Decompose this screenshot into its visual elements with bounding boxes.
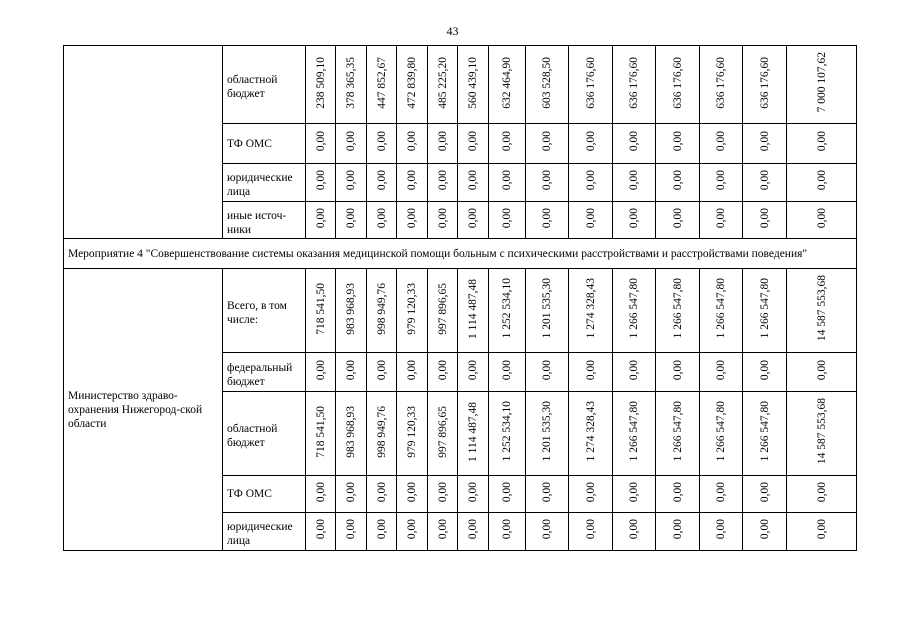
value-text: 0,00	[715, 207, 727, 229]
value-cell	[489, 513, 526, 551]
value-text: 0,00	[758, 170, 771, 191]
value-cell	[613, 124, 656, 164]
value-cell	[367, 164, 397, 202]
value-cell	[367, 353, 397, 392]
value-text: 0,00	[314, 359, 327, 381]
value-text: 718 541,50	[314, 282, 327, 335]
value-cell	[569, 513, 613, 551]
value-text: 1 274 328,43	[584, 278, 597, 339]
value-cell	[336, 513, 367, 551]
value-text: 0,00	[467, 481, 479, 503]
value-text: 0,00	[406, 359, 418, 381]
value-cell	[526, 476, 569, 513]
value-cell	[787, 353, 857, 392]
value-text: 0,00	[758, 481, 771, 503]
value-cell	[489, 46, 526, 124]
value-text: 0,00	[501, 131, 513, 152]
value-cell	[613, 164, 656, 202]
value-cell	[397, 513, 428, 551]
value-cell	[458, 46, 489, 124]
value-cell	[489, 392, 526, 476]
value-text: 0,00	[501, 359, 513, 381]
value-cell	[569, 124, 613, 164]
value-cell	[743, 202, 787, 239]
source-label: ТФ ОМС	[223, 476, 306, 513]
responsible-cell-empty	[64, 46, 223, 239]
value-text: 0,00	[375, 207, 388, 229]
value-cell	[569, 476, 613, 513]
value-cell	[526, 392, 569, 476]
value-text: 378 365,35	[345, 56, 357, 109]
value-cell	[613, 202, 656, 239]
value-text: 0,00	[314, 519, 327, 540]
value-cell	[569, 46, 613, 124]
value-text: 0,00	[375, 481, 388, 503]
value-text: 997 896,65	[436, 282, 449, 335]
table-row	[64, 46, 857, 124]
value-text: 983 968,93	[345, 282, 357, 335]
value-cell	[306, 164, 336, 202]
value-cell	[428, 164, 458, 202]
value-cell	[656, 164, 700, 202]
value-text: 603 528,50	[541, 56, 553, 109]
value-text: 0,00	[541, 170, 553, 191]
value-text: 238 509,10	[314, 56, 327, 109]
value-text: 0,00	[628, 131, 640, 152]
value-text: 1 201 535,30	[541, 401, 553, 462]
value-text: 0,00	[406, 131, 418, 152]
value-cell	[428, 124, 458, 164]
source-label: Всего, в том числе:	[223, 269, 306, 353]
value-text: 0,00	[584, 519, 597, 540]
value-cell	[787, 392, 857, 476]
value-cell	[397, 392, 428, 476]
value-text: 0,00	[715, 131, 727, 152]
value-cell	[656, 353, 700, 392]
value-text: 0,00	[345, 359, 357, 381]
value-cell	[367, 513, 397, 551]
value-text: 560 439,10	[467, 56, 479, 109]
value-text: 0,00	[314, 207, 327, 229]
value-text: 0,00	[375, 519, 388, 540]
value-cell	[700, 46, 743, 124]
value-cell	[367, 124, 397, 164]
value-cell	[336, 164, 367, 202]
value-text: 1 266 547,80	[671, 278, 684, 339]
value-text: 1 266 547,80	[671, 401, 684, 462]
value-text: 0,00	[815, 131, 828, 152]
value-text: 1 201 535,30	[541, 278, 553, 339]
value-text: 0,00	[375, 170, 388, 191]
value-text: 0,00	[541, 359, 553, 381]
value-cell	[743, 392, 787, 476]
value-cell	[306, 513, 336, 551]
value-text: 0,00	[314, 481, 327, 503]
value-cell	[656, 269, 700, 353]
value-cell	[428, 353, 458, 392]
value-cell	[458, 202, 489, 239]
value-text: 0,00	[436, 359, 449, 381]
value-cell	[569, 269, 613, 353]
value-cell	[569, 202, 613, 239]
value-text: 998 949,76	[375, 282, 388, 335]
value-cell	[526, 164, 569, 202]
value-text: 0,00	[436, 170, 449, 191]
value-cell	[656, 513, 700, 551]
source-label: федеральный бюджет	[223, 353, 306, 392]
value-text: 0,00	[345, 170, 357, 191]
value-text: 0,00	[345, 481, 357, 503]
value-text: 1 252 534,10	[501, 278, 513, 339]
value-text: 0,00	[715, 519, 727, 540]
value-cell	[613, 476, 656, 513]
value-text: 0,00	[436, 519, 449, 540]
value-cell	[700, 476, 743, 513]
value-text: 0,00	[628, 481, 640, 503]
value-text: 0,00	[628, 207, 640, 229]
value-cell	[743, 124, 787, 164]
value-cell	[306, 46, 336, 124]
value-text: 0,00	[815, 207, 828, 229]
value-text: 0,00	[501, 481, 513, 503]
value-text: 0,00	[758, 359, 771, 381]
value-text: 0,00	[584, 170, 597, 191]
value-cell	[489, 476, 526, 513]
value-text: 636 176,60	[671, 56, 684, 109]
value-cell	[458, 476, 489, 513]
value-text: 0,00	[541, 519, 553, 540]
measure-body	[64, 239, 857, 269]
value-text: 485 225,20	[436, 56, 449, 109]
value-text: 636 176,60	[628, 56, 640, 109]
value-cell	[569, 392, 613, 476]
value-cell	[526, 46, 569, 124]
value-cell	[700, 392, 743, 476]
value-text: 1 114 487,48	[467, 278, 479, 339]
value-cell	[700, 269, 743, 353]
value-cell	[787, 46, 857, 124]
value-text: 0,00	[815, 481, 828, 503]
value-text: 0,00	[501, 170, 513, 191]
value-cell	[613, 392, 656, 476]
value-text: 0,00	[345, 207, 357, 229]
value-cell	[397, 46, 428, 124]
section2-body	[64, 269, 857, 551]
value-text: 0,00	[541, 131, 553, 152]
value-text: 1 274 328,43	[584, 401, 597, 462]
value-text: 472 839,80	[406, 56, 418, 109]
value-cell	[656, 476, 700, 513]
value-cell	[489, 353, 526, 392]
value-cell	[787, 202, 857, 239]
value-text: 0,00	[628, 359, 640, 381]
value-text: 0,00	[671, 481, 684, 503]
value-text: 0,00	[541, 207, 553, 229]
value-text: 1 266 547,80	[715, 401, 727, 462]
value-cell	[458, 164, 489, 202]
value-text: 0,00	[345, 519, 357, 540]
section1-body	[64, 46, 857, 239]
value-text: 0,00	[345, 131, 357, 152]
value-cell	[613, 353, 656, 392]
value-cell	[397, 124, 428, 164]
value-text: 0,00	[671, 207, 684, 229]
value-text: 0,00	[467, 359, 479, 381]
value-cell	[397, 202, 428, 239]
source-label: иные источ-ники	[223, 202, 306, 239]
value-text: 0,00	[436, 481, 449, 503]
value-text: 0,00	[715, 481, 727, 503]
value-cell	[367, 476, 397, 513]
value-text: 0,00	[467, 519, 479, 540]
value-text: 0,00	[584, 207, 597, 229]
value-cell	[700, 124, 743, 164]
value-text: 983 968,93	[345, 405, 357, 458]
value-cell	[336, 269, 367, 353]
value-cell	[428, 392, 458, 476]
value-text: 7 000 107,62	[815, 52, 828, 113]
value-cell	[526, 513, 569, 551]
value-text: 0,00	[436, 131, 449, 152]
value-text: 636 176,60	[758, 56, 771, 109]
value-cell	[336, 392, 367, 476]
value-cell	[569, 164, 613, 202]
value-text: 0,00	[375, 131, 388, 152]
value-cell	[306, 269, 336, 353]
value-text: 0,00	[467, 170, 479, 191]
value-text: 0,00	[501, 519, 513, 540]
value-cell	[700, 513, 743, 551]
value-text: 1 114 487,48	[467, 401, 479, 462]
source-label: областной бюджет	[223, 392, 306, 476]
value-cell	[743, 269, 787, 353]
value-text: 0,00	[467, 131, 479, 152]
value-cell	[367, 46, 397, 124]
value-cell	[787, 269, 857, 353]
value-cell	[489, 202, 526, 239]
value-cell	[787, 124, 857, 164]
value-cell	[336, 353, 367, 392]
value-text: 632 464,90	[501, 56, 513, 109]
value-cell	[743, 353, 787, 392]
value-cell	[458, 124, 489, 164]
value-cell	[428, 46, 458, 124]
value-cell	[458, 269, 489, 353]
value-cell	[336, 476, 367, 513]
value-text: 1 266 547,80	[758, 278, 771, 339]
value-text: 0,00	[406, 170, 418, 191]
value-cell	[306, 202, 336, 239]
value-cell	[397, 476, 428, 513]
value-cell	[428, 269, 458, 353]
value-cell	[489, 164, 526, 202]
value-cell	[526, 124, 569, 164]
value-text: 0,00	[467, 207, 479, 229]
value-cell	[336, 124, 367, 164]
source-label: юридические лица	[223, 513, 306, 551]
value-text: 0,00	[314, 170, 327, 191]
value-cell	[367, 202, 397, 239]
value-cell	[397, 269, 428, 353]
page-number: 43	[446, 24, 459, 38]
value-cell	[306, 392, 336, 476]
value-text: 0,00	[671, 170, 684, 191]
value-cell	[306, 476, 336, 513]
value-text: 0,00	[715, 359, 727, 381]
source-label: юридические лица	[223, 164, 306, 202]
source-label: ТФ ОМС	[223, 124, 306, 164]
value-cell	[458, 392, 489, 476]
value-cell	[428, 476, 458, 513]
value-cell	[367, 392, 397, 476]
value-text: 0,00	[406, 519, 418, 540]
value-cell	[489, 269, 526, 353]
value-cell	[656, 46, 700, 124]
value-cell	[306, 124, 336, 164]
organization-cell: Министерство здраво-охранения Нижегород-ской области	[64, 269, 223, 551]
value-cell	[656, 124, 700, 164]
value-cell	[700, 164, 743, 202]
value-text: 0,00	[628, 170, 640, 191]
value-text: 0,00	[628, 519, 640, 540]
value-text: 14 587 553,68	[815, 398, 828, 465]
value-cell	[700, 202, 743, 239]
value-cell	[613, 269, 656, 353]
value-text: 1 266 547,80	[628, 278, 640, 339]
value-cell	[656, 392, 700, 476]
value-text: 14 587 553,68	[815, 275, 828, 342]
value-text: 1 266 547,80	[758, 401, 771, 462]
value-text: 997 896,65	[436, 405, 449, 458]
value-text: 0,00	[758, 207, 771, 229]
value-text: 0,00	[671, 359, 684, 381]
value-cell	[336, 202, 367, 239]
value-cell	[743, 46, 787, 124]
value-text: 0,00	[406, 207, 418, 229]
value-text: 0,00	[758, 131, 771, 152]
measure-title: Мероприятие 4 "Совершенствование системы оказания медицинской помощи больным с психическими расстройствами и расстройствами поведения"	[64, 239, 857, 269]
value-text: 998 949,76	[375, 405, 388, 458]
value-text: 0,00	[375, 359, 388, 381]
value-text: 0,00	[584, 481, 597, 503]
value-cell	[787, 164, 857, 202]
value-text: 1 252 534,10	[501, 401, 513, 462]
value-text: 636 176,60	[584, 56, 597, 109]
value-cell	[743, 476, 787, 513]
value-text: 0,00	[436, 207, 449, 229]
value-cell	[743, 513, 787, 551]
value-cell	[787, 513, 857, 551]
budget-table	[63, 45, 857, 551]
value-cell	[526, 353, 569, 392]
value-cell	[458, 353, 489, 392]
value-cell	[397, 164, 428, 202]
value-text: 0,00	[314, 131, 327, 152]
value-text: 979 120,33	[406, 282, 418, 335]
value-cell	[489, 124, 526, 164]
value-text: 1 266 547,80	[628, 401, 640, 462]
value-text: 636 176,60	[715, 56, 727, 109]
value-cell	[526, 269, 569, 353]
value-text: 718 541,50	[314, 405, 327, 458]
value-cell	[613, 513, 656, 551]
value-text: 1 266 547,80	[715, 278, 727, 339]
value-cell	[458, 513, 489, 551]
value-cell	[656, 202, 700, 239]
value-text: 0,00	[584, 359, 597, 381]
value-text: 0,00	[758, 519, 771, 540]
value-cell	[787, 476, 857, 513]
value-text: 979 120,33	[406, 405, 418, 458]
value-cell	[526, 202, 569, 239]
value-cell	[700, 353, 743, 392]
source-label: областной бюджет	[223, 46, 306, 124]
value-text: 0,00	[406, 481, 418, 503]
value-text: 0,00	[501, 207, 513, 229]
value-cell	[336, 46, 367, 124]
value-text: 0,00	[815, 519, 828, 540]
value-text: 0,00	[584, 131, 597, 152]
value-text: 0,00	[541, 481, 553, 503]
table-row	[64, 269, 857, 353]
value-text: 0,00	[671, 519, 684, 540]
value-cell	[367, 269, 397, 353]
value-cell	[428, 513, 458, 551]
value-text: 0,00	[815, 170, 828, 191]
value-cell	[306, 353, 336, 392]
value-cell	[397, 353, 428, 392]
value-text: 0,00	[671, 131, 684, 152]
value-cell	[613, 46, 656, 124]
value-cell	[428, 202, 458, 239]
value-text: 447 852,67	[375, 56, 388, 109]
value-text: 0,00	[815, 359, 828, 381]
value-text: 0,00	[715, 170, 727, 191]
table-row	[64, 239, 857, 269]
value-cell	[743, 164, 787, 202]
value-cell	[569, 353, 613, 392]
